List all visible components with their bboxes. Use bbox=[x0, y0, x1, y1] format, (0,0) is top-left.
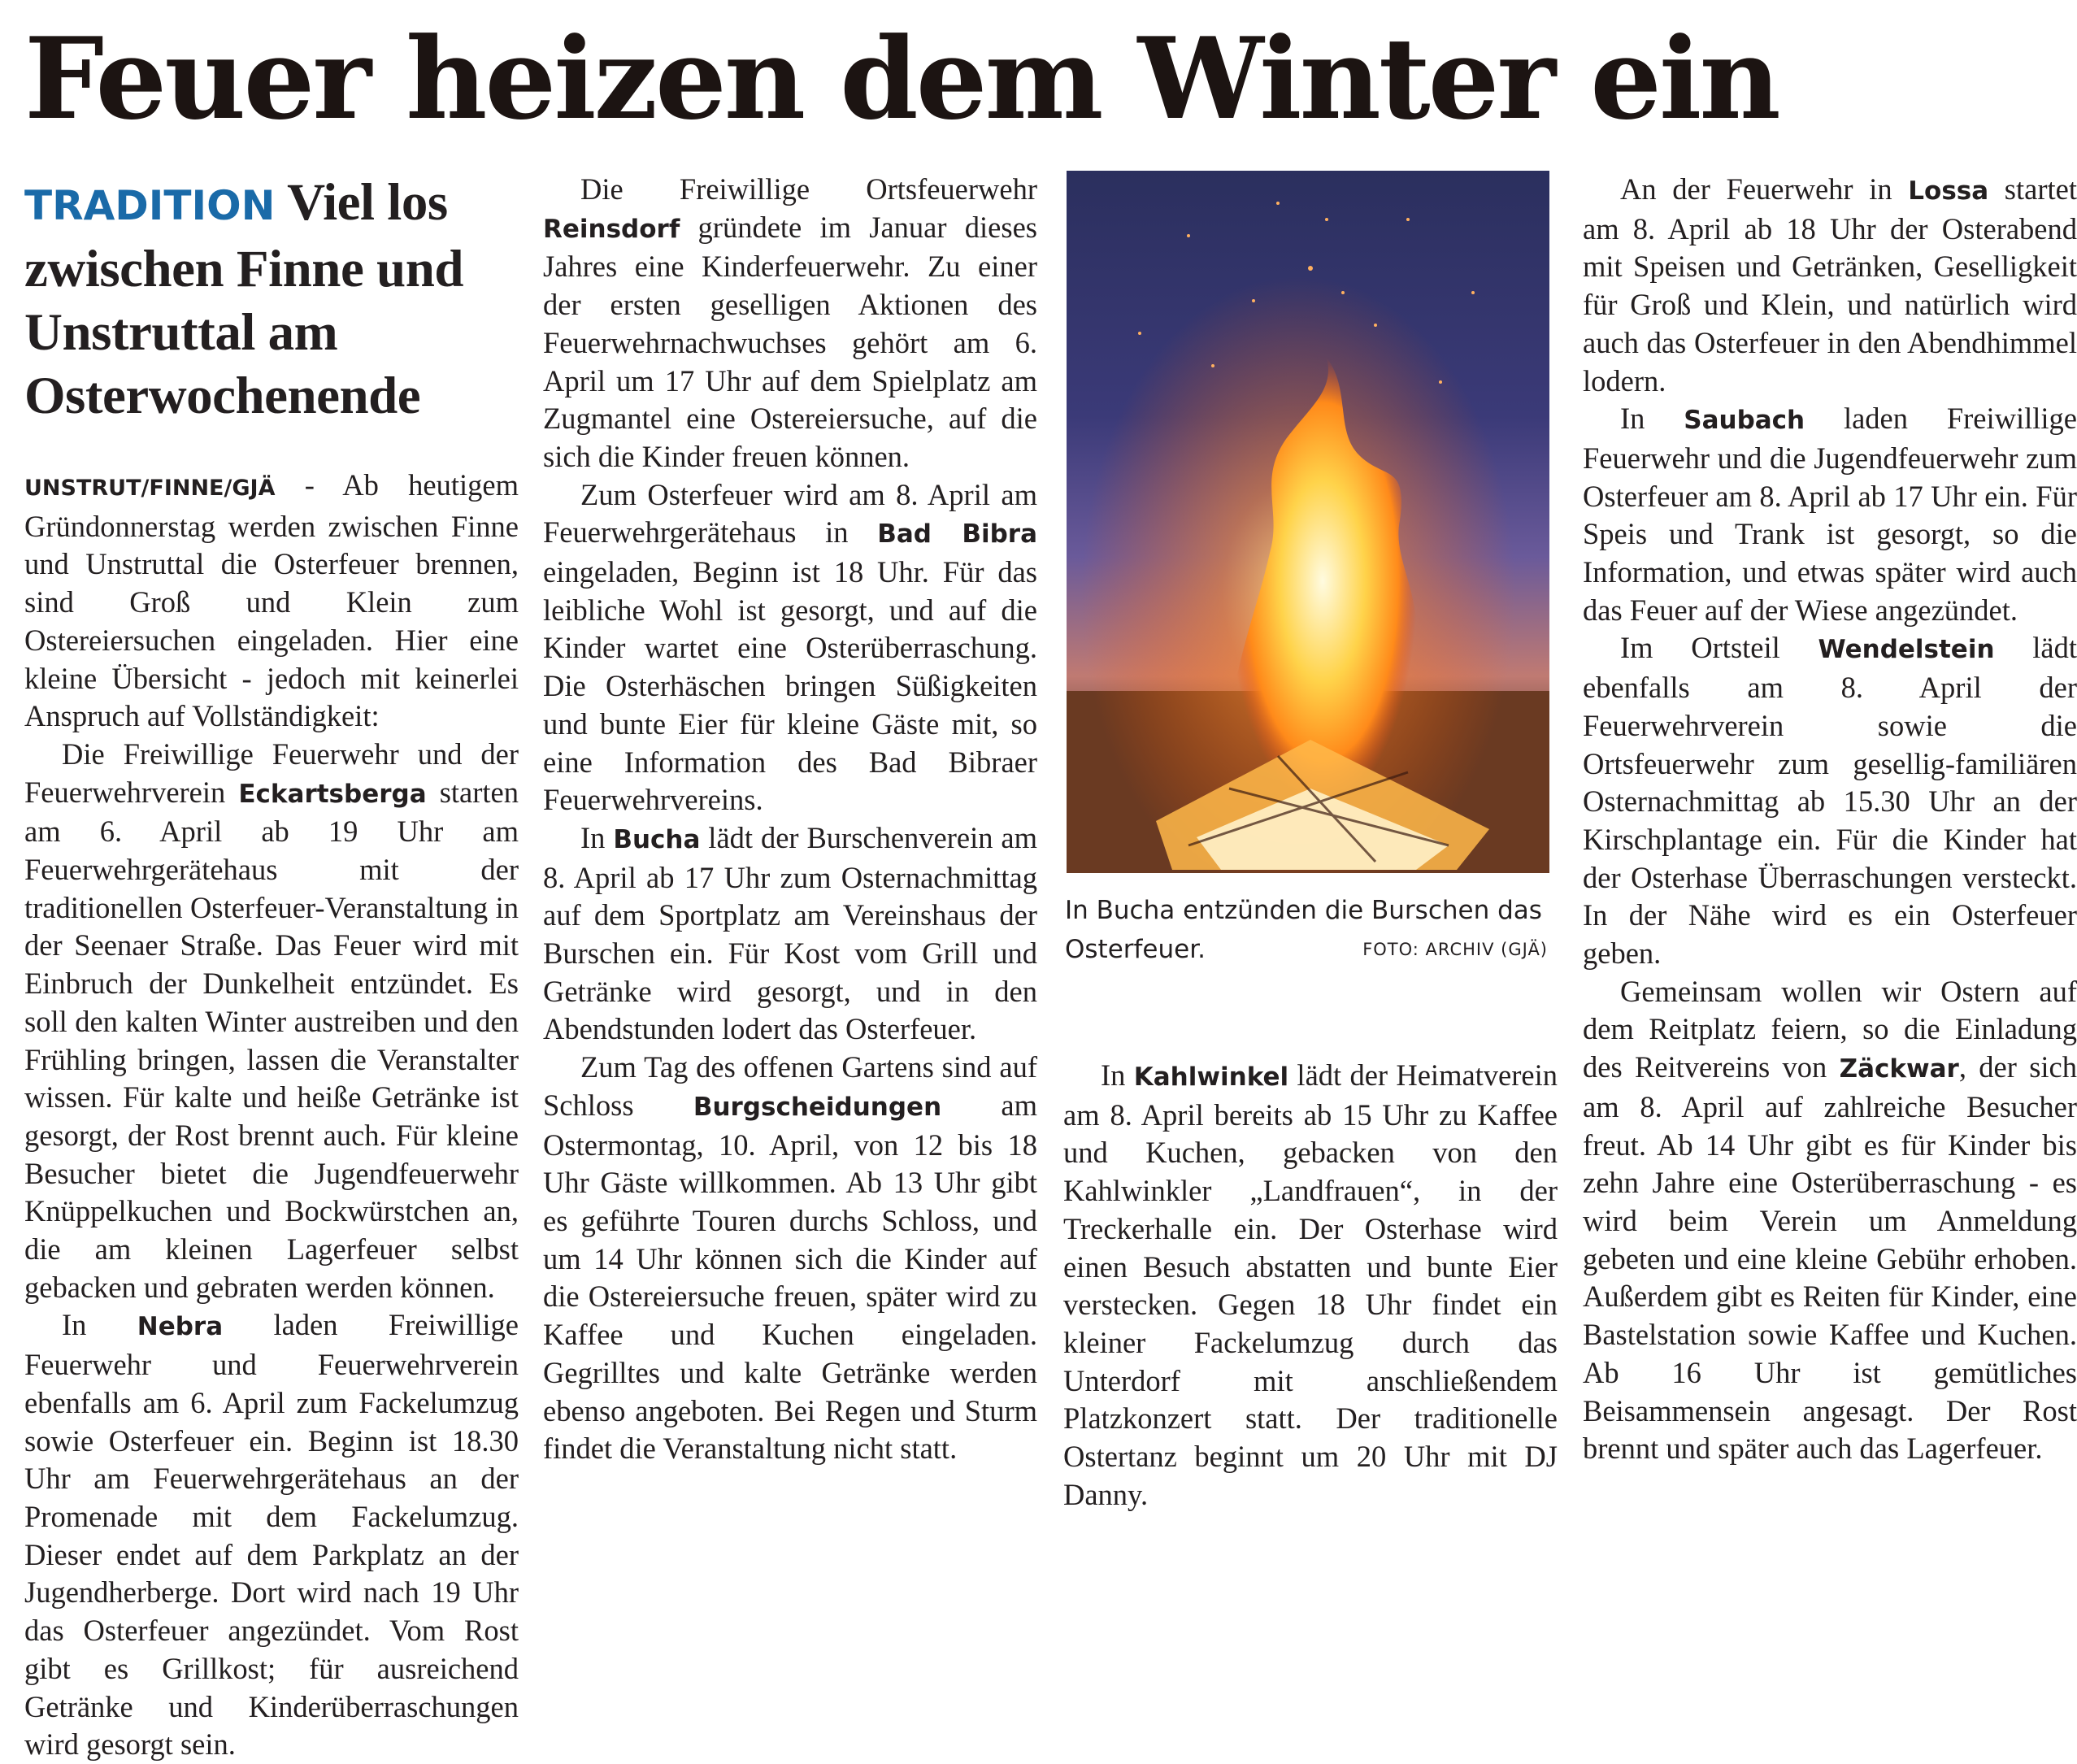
column-1 bbox=[24, 171, 519, 1764]
column-3 bbox=[1063, 171, 1558, 1514]
place-lossa: Lossa bbox=[1908, 176, 1989, 206]
headline: Feuer heizen dem Winter ein bbox=[24, 12, 1779, 145]
paragraph: In Nebra laden Freiwillige Feuerwehr und Feuerwehrverein ebenfalls am 6. April zum Fackelumzug sowie Osterfeuer ein. Beginn ist 18.30 Uhr am Feuerwehrgerätehaus an der Promenade mit dem Fackelumzug. Dieser endet auf dem Parkplatz an der Jugendherberge. Dort wird nach 19 Uhr das Osterfeuer angezündet. Vom Rost gibt es Grillkost; für ausreichend Getränke und Kinderüberraschungen wird gesorgt sein. bbox=[24, 1308, 519, 1762]
place-bucha: Bucha bbox=[613, 824, 701, 854]
photo-caption: In Bucha entzünden die Burschen das Osterfeuer. FOTO: ARCHIV (GJÄ) bbox=[1065, 891, 1548, 969]
photo-credit: FOTO: ARCHIV (GJÄ) bbox=[1362, 940, 1548, 959]
deck-text: Viel los zwischen Finne und Unstruttal am Osterwochenende bbox=[24, 173, 464, 425]
place-kahlwinkel: Kahlwinkel bbox=[1133, 1062, 1289, 1092]
paragraph: Gemeinsam wollen wir Ostern auf dem Reitplatz feiern, so die Einladung des Reitvereins von Zäckwar, der sich am 8. April auf zahlreiche Besucher freut. Ab 14 Uhr gibt es für Kinder bis zehn Jahre eine Osterüberraschung - es wird beim Verein um Anmeldung gebeten und eine kleine Gebühr erhoben. Außerdem gibt es Reiten für Kinder, eine Bastelstation sowie Kaffee und Kuchen. Ab 16 Uhr ist gemütliches Beisammensein angesagt. Der Rost brennt und später auch das Lagerfeuer. bbox=[1583, 974, 2077, 1466]
column-4 bbox=[1583, 171, 2077, 1468]
paragraph: Die Freiwillige Feuerwehr und der Feuerwehrverein Eckartsberga starten am 6. April ab 19 Uhr am Feuerwehrgerätehaus mit der traditionellen Osterfeuer-Veranstaltung in der Seenaer Straße. Das Feuer wird mit Einbruch der Dunkelheit entzündet. Es soll den kalten Winter austreiben und den Frühling bringen, lassen die Veranstalter wissen. Für kalte und heiße Getränke ist gesorgt, der Rost brennt auch. Für kleine Besucher bietet die Jugendfeuerwehr Knüppelkuchen und Bockwürstchen an, die am kleinen Lagerfeuer selbst gebacken und gebraten werden können. bbox=[24, 736, 519, 1304]
article-body-1 bbox=[24, 467, 519, 1764]
paragraph: In Bucha lädt der Burschenverein am 8. April ab 17 Uhr zum Osternachmittag auf dem Sportplatz am Vereinshaus der Burschen ein. Für Kost vom Grill und Getränke wird gesorgt, und in den Abendstunden lodert das Osterfeuer. bbox=[543, 820, 1038, 1046]
place-zaeckwar: Zäckwar bbox=[1839, 1054, 1959, 1084]
place-reinsdorf: Reinsdorf bbox=[543, 214, 680, 244]
column-2 bbox=[543, 171, 1037, 1468]
article-body-3 bbox=[1063, 1057, 1558, 1514]
place-bad-bibra: Bad Bibra bbox=[877, 519, 1037, 550]
bonfire-photo bbox=[1067, 171, 1549, 873]
deck bbox=[24, 171, 519, 428]
paragraph: Die Freiwillige Ortsfeuerwehr Reinsdorf gründete im Januar dieses Jahres eine Kinderfeuerwehr. Zu einer der ersten geselligen Aktionen des Feuerwehrnachwuchses gehört am 6. April um 17 Uhr auf dem Spielplatz am Zugmantel eine Ostereiersuche, auf die sich die Kinder freuen können. bbox=[543, 172, 1037, 473]
paragraph: Im Ortsteil Wendelstein lädt ebenfalls am 8. April der Feuerwehrverein sowie die Ortsfeuerwehr zum gesellig-familiären Osternachmittag ab 15.30 Uhr an der Kirschplantage ein. Für die Kinder hat der Osterhase Überraschungen versteckt. In der Nähe wird es ein Osterfeuer geben. bbox=[1583, 631, 2077, 971]
paragraph: In Kahlwinkel lädt der Heimatverein am 8. April bereits ab 15 Uhr zu Kaffee und Kuchen, gebacken von den Kahlwinkler „Landfrauen“, in der Treckerhalle ein. Der Osterhase wird einen Besuch abstatten und bunte Eier verstecken. Gegen 18 Uhr findet ein kleiner Fackelumzug durch das Unterdorf mit anschließendem Platzkonzert statt. Der traditionelle Ostertanz beginnt um 20 Uhr mit DJ Danny. bbox=[1063, 1058, 1558, 1511]
place-saubach: Saubach bbox=[1684, 406, 1805, 436]
article-body-4 bbox=[1583, 171, 2077, 1468]
topic-label: TRADITION bbox=[24, 182, 276, 229]
place-nebra: Nebra bbox=[137, 1312, 224, 1342]
paragraph: Zum Osterfeuer wird am 8. April am Feuerwehrgerätehaus in Bad Bibra eingeladen, Beginn ist 18 Uhr. Für das leibliche Wohl ist gesorgt, und auf die Kinder wartet eine Osterüberraschung. Die Osterhäschen bringen Süßigkeiten und bunte Eier für kleine Gäste mit, so eine Information des Bad Bibraer Feuerwehrvereins. bbox=[543, 477, 1037, 817]
place-wendelstein: Wendelstein bbox=[1818, 635, 1995, 665]
paragraph: Zum Tag des offenen Gartens sind auf Schloss Burgscheidungen am Ostermontag, 10. April, von 12 bis 18 Uhr Gäste willkommen. Ab 13 Uhr gibt es geführte Touren durchs Schloss, und um 14 Uhr können sich die Kinder auf die Ostereiersuche freuen, später wird zu Kaffee und Kuchen eingeladen. Gegrilltes und kalte Getränke werden ebenso angeboten. Bei Regen und Sturm findet die Veranstaltung nicht statt. bbox=[543, 1050, 1037, 1466]
place-burgscheidungen: Burgscheidungen bbox=[693, 1092, 942, 1122]
place-eckartsberga: Eckartsberga bbox=[238, 779, 427, 809]
paragraph: UNSTRUT/FINNE/GJÄ - Ab heutigem Gründonnerstag werden zwischen Finne und Unstruttal die Osterfeuer brennen, sind Groß und Klein zum Ostereiersuchen eingeladen. Hier eine kleine Übersicht - jedoch mit keinerlei Anspruch auf Vollständigkeit: bbox=[24, 468, 519, 733]
paragraph: In Saubach laden Freiwillige Feuerwehr und die Jugendfeuerwehr zum Osterfeuer am 8. April ab 17 Uhr ein. Für Speis und Trank ist gesorgt, so die Information, und etwas später wird auch das Feuer auf der Wiese angezündet. bbox=[1583, 402, 2077, 627]
dateline: UNSTRUT/FINNE/GJÄ bbox=[24, 476, 276, 501]
article-body-2 bbox=[543, 171, 1037, 1468]
paragraph: An der Feuerwehr in Lossa startet am 8. April ab 18 Uhr der Osterabend mit Speisen und Getränken, Geselligkeit für Groß und Klein, und natürlich wird auch das Osterfeuer in den Abendhimmel lodern. bbox=[1583, 172, 2077, 398]
